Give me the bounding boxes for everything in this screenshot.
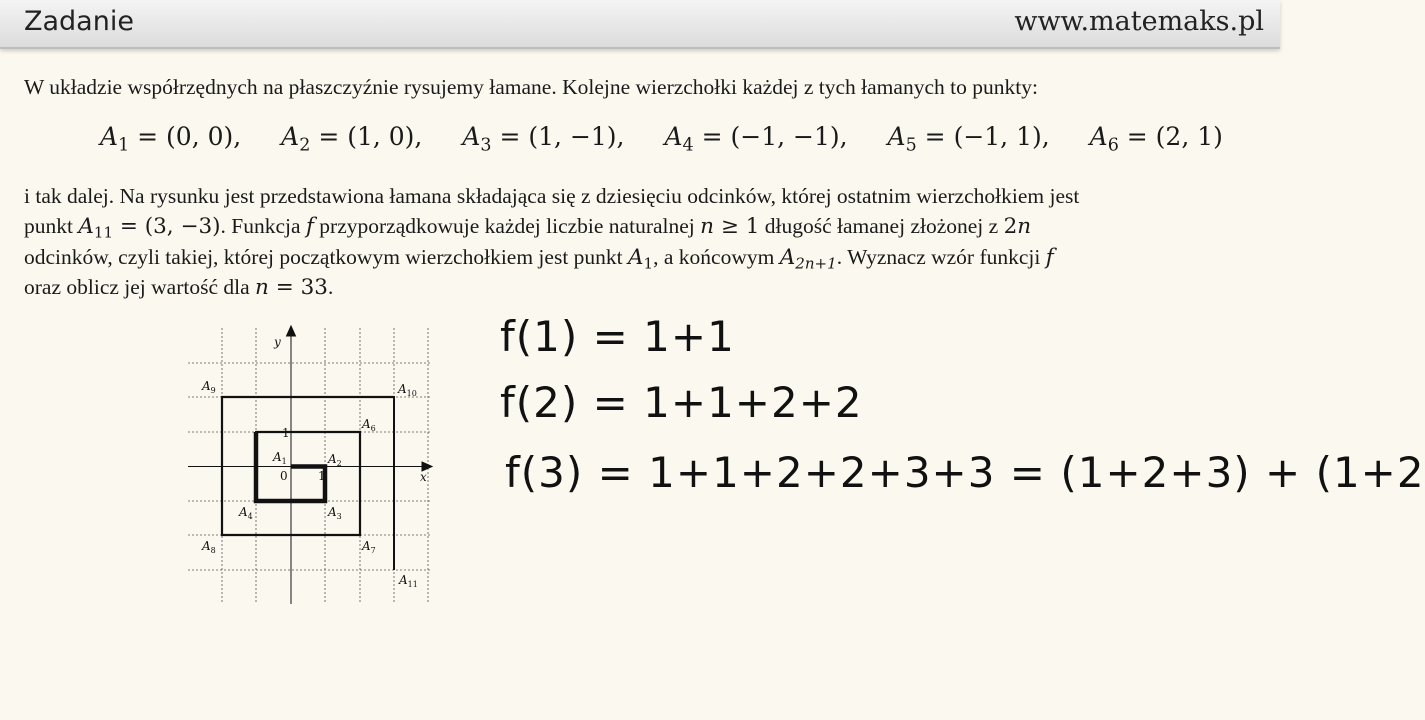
- points-formula: [100, 122, 1255, 155]
- page-title: Zadanie: [24, 6, 134, 37]
- y-unit-label: 1: [282, 426, 290, 440]
- point-a1: $A_1 = (0$, 0),: [100, 122, 242, 156]
- paragraph-line-4: oraz oblicz jej wartość dla n = 33.: [24, 275, 334, 300]
- label-a11: $A_{11}$: [399, 573, 418, 589]
- label-a8: $A_8$: [202, 539, 216, 555]
- handwritten-line-1: f(1) = 1+1: [500, 312, 735, 361]
- site-url: www.matemaks.pl: [1014, 6, 1264, 37]
- label-a1: $A_1$: [273, 450, 287, 466]
- x-axis-label: x: [420, 470, 427, 484]
- point-a2: $A_2 = (1$, 0),: [281, 122, 423, 156]
- handwritten-line-2: f(2) = 1+1+2+2: [500, 378, 863, 427]
- polyline-figure: [180, 320, 440, 610]
- intro-text: W układzie współrzędnych na płaszczyźnie rysujemy łamane. Kolejne wierzchołki każdej z tych łamanych to punkty:: [24, 75, 1038, 99]
- label-a7: $A_7$: [362, 539, 376, 555]
- y-axis-label: y: [274, 335, 281, 349]
- point-a5: $A_5 = (-1$, 1),: [887, 122, 1050, 156]
- paragraph-line-3: odcinków, czyli takiej, której początkowym wierzchołkiem jest punkt $A_1$, a końcowym $A_{2n+1}$. Wyznacz wzór funkcji f: [24, 245, 1054, 273]
- point-a6: $A_6 = (2$, 1): [1089, 122, 1223, 156]
- paragraph-line-1: i tak dalej. Na rysunku jest przedstawiona łamana składająca się z dziesięciu odcinków, której ostatnim wierzchołkiem jest: [24, 184, 1080, 208]
- header-bar: [0, 0, 1280, 49]
- label-a4: $A_4$: [239, 505, 253, 521]
- point-a3: $A_3 = (1$, −1),: [462, 122, 625, 156]
- label-a9: $A_9$: [202, 379, 216, 395]
- handwritten-line-3: f(3) = 1+1+2+2+3+3 = (1+2+3) + (1+2: [505, 448, 1425, 497]
- paragraph-line-2: punkt $A_{11} = (3$, −3). Funkcja f przyporządkowuje każdej liczbie naturalnej n ≥ 1 długość łamanej złożonej z 2n: [24, 214, 1032, 242]
- label-a6: $A_6$: [362, 417, 376, 433]
- label-a2: $A_2$: [328, 452, 342, 468]
- x-unit-label: 1: [318, 469, 326, 483]
- point-a4: $A_4 = (-1$, −1),: [664, 122, 848, 156]
- label-a3: $A_3$: [328, 505, 342, 521]
- origin-label: 0: [280, 469, 288, 483]
- label-a10: $A_{10}$: [398, 382, 417, 398]
